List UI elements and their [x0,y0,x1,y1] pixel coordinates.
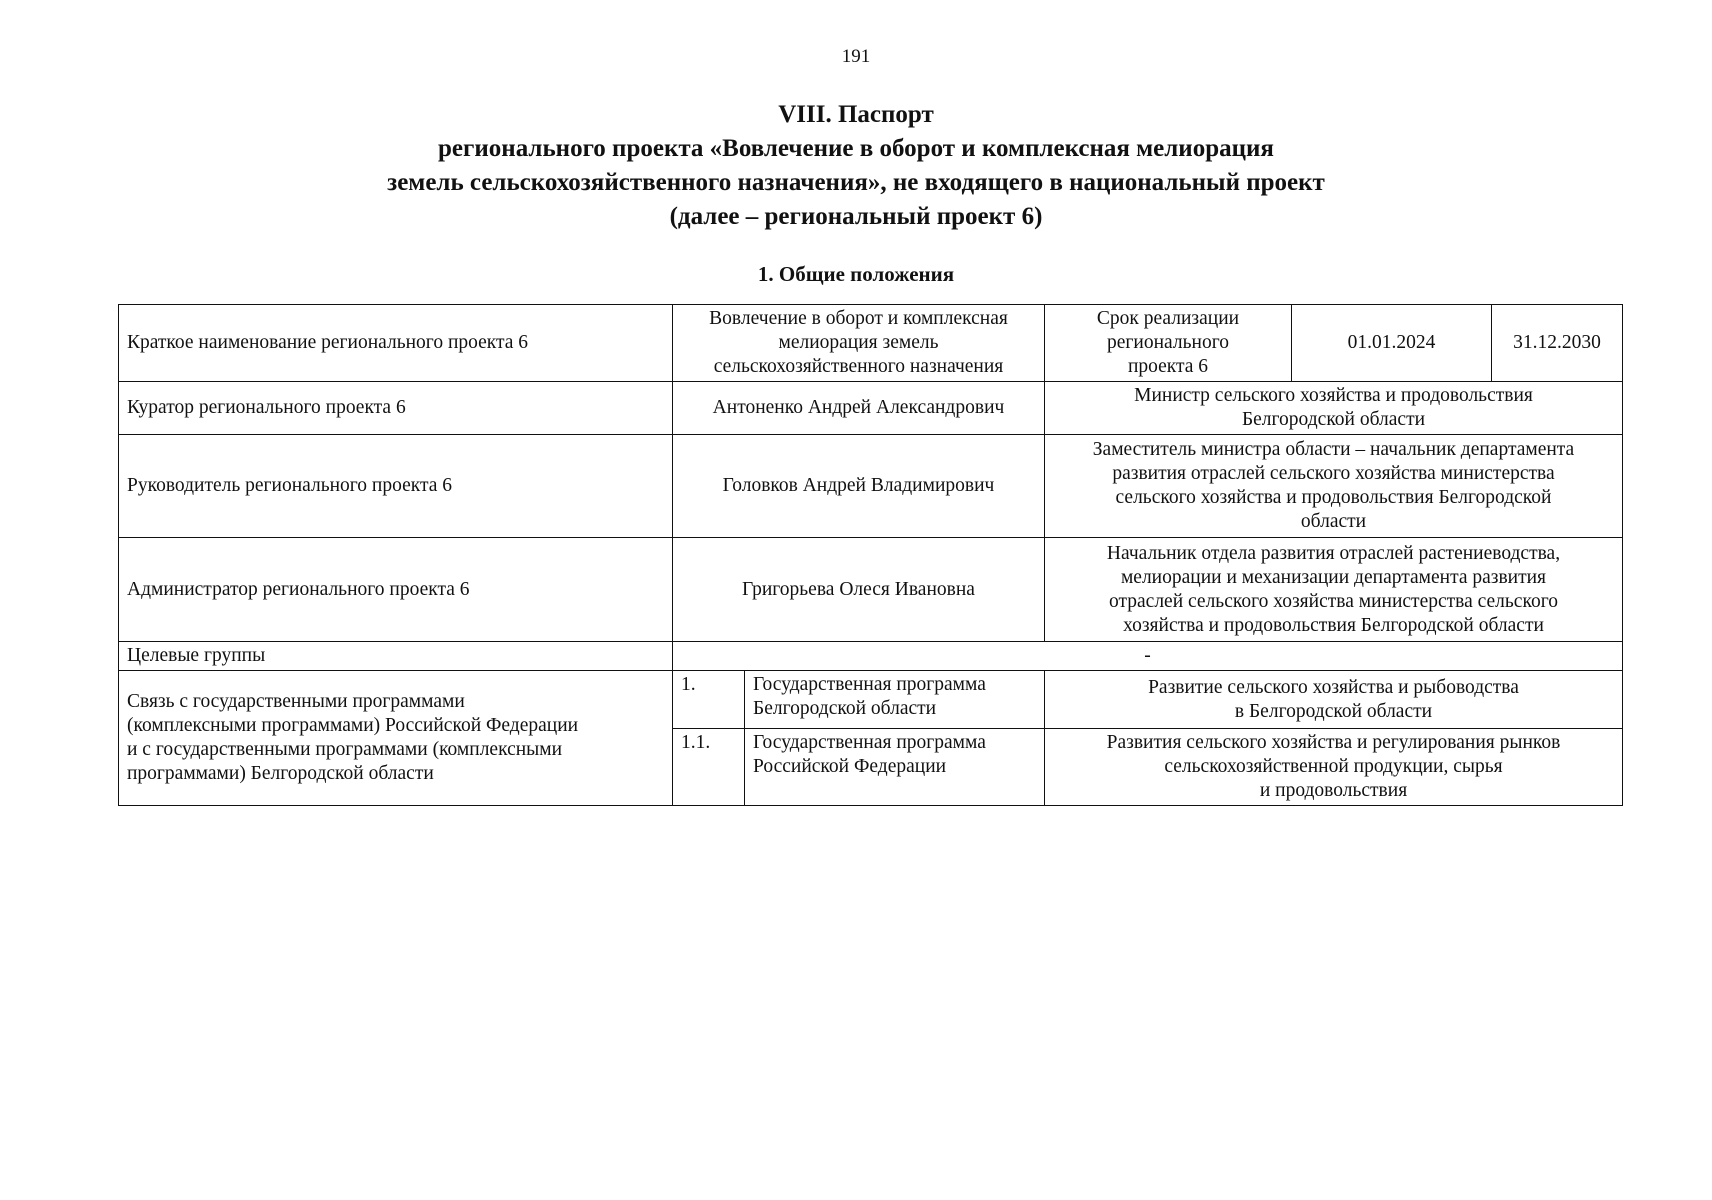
head-position: Заместитель министра области – начальник департамента развития отраслей сельского хозяйства министерства сельского хозяйства и продовольствия Белгородской области [1045,435,1623,538]
head-label: Руководитель регионального проекта 6 [119,435,673,538]
start-date: 01.01.2024 [1292,305,1492,382]
program-name: Развитие сельского хозяйства и рыбоводства в Белгородской области [1045,671,1623,729]
short-name-label: Краткое наименование регионального проекта 6 [119,305,673,382]
page-number: 191 [841,46,871,67]
table-row [119,642,1623,671]
program-name: Развития сельского хозяйства и регулирования рынков сельскохозяйственной продукции, сырья и продовольствия [1045,729,1623,806]
section-title: 1. Общие положения [757,262,955,286]
target-groups-label: Целевые группы [119,642,673,671]
curator-name: Антоненко Андрей Александрович [673,382,1045,435]
administrator-position: Начальник отдела развития отраслей растениеводства, мелиорации и механизации департамента развития отраслей сельского хозяйства министерства сельского хозяйства и продовольствия Белгородской области [1045,538,1623,642]
program-number: 1.1. [673,729,745,806]
program-type: Государственная программа Российской Федерации [745,729,1045,806]
table-row [119,538,1623,642]
table-row [119,671,1623,729]
programs-label: Связь с государственными программами (комплексными программами) Российской Федерации и с государственными программами (комплексными программами) Белгородской области [119,671,673,806]
heading-line-4: (далее – региональный проект 6) [669,203,1043,230]
heading-line-2: регионального проекта «Вовлечение в оборот и комплексная мелиорация [438,135,1274,162]
head-name: Головков Андрей Владимирович [673,435,1045,538]
target-groups-value: - [673,642,1623,671]
heading-line-3: земель сельскохозяйственного назначения», не входящего в национальный проект [387,169,1325,196]
program-type: Государственная программа Белгородской области [745,671,1045,729]
administrator-label: Администратор регионального проекта 6 [119,538,673,642]
table-row [119,435,1623,538]
short-name-value: Вовлечение в оборот и комплексная мелиорация земель сельскохозяйственного назначения [673,305,1045,382]
heading-line-1: VIII. Паспорт [778,101,934,128]
end-date: 31.12.2030 [1492,305,1623,382]
document-heading [0,98,1712,234]
administrator-name: Григорьева Олеся Ивановна [673,538,1045,642]
table-row [119,382,1623,435]
term-label: Срок реализации регионального проекта 6 [1045,305,1292,382]
curator-position: Министр сельского хозяйства и продовольствия Белгородской области [1045,382,1623,435]
program-number: 1. [673,671,745,729]
curator-label: Куратор регионального проекта 6 [119,382,673,435]
project-passport-table [118,304,1623,806]
table-row [119,305,1623,382]
